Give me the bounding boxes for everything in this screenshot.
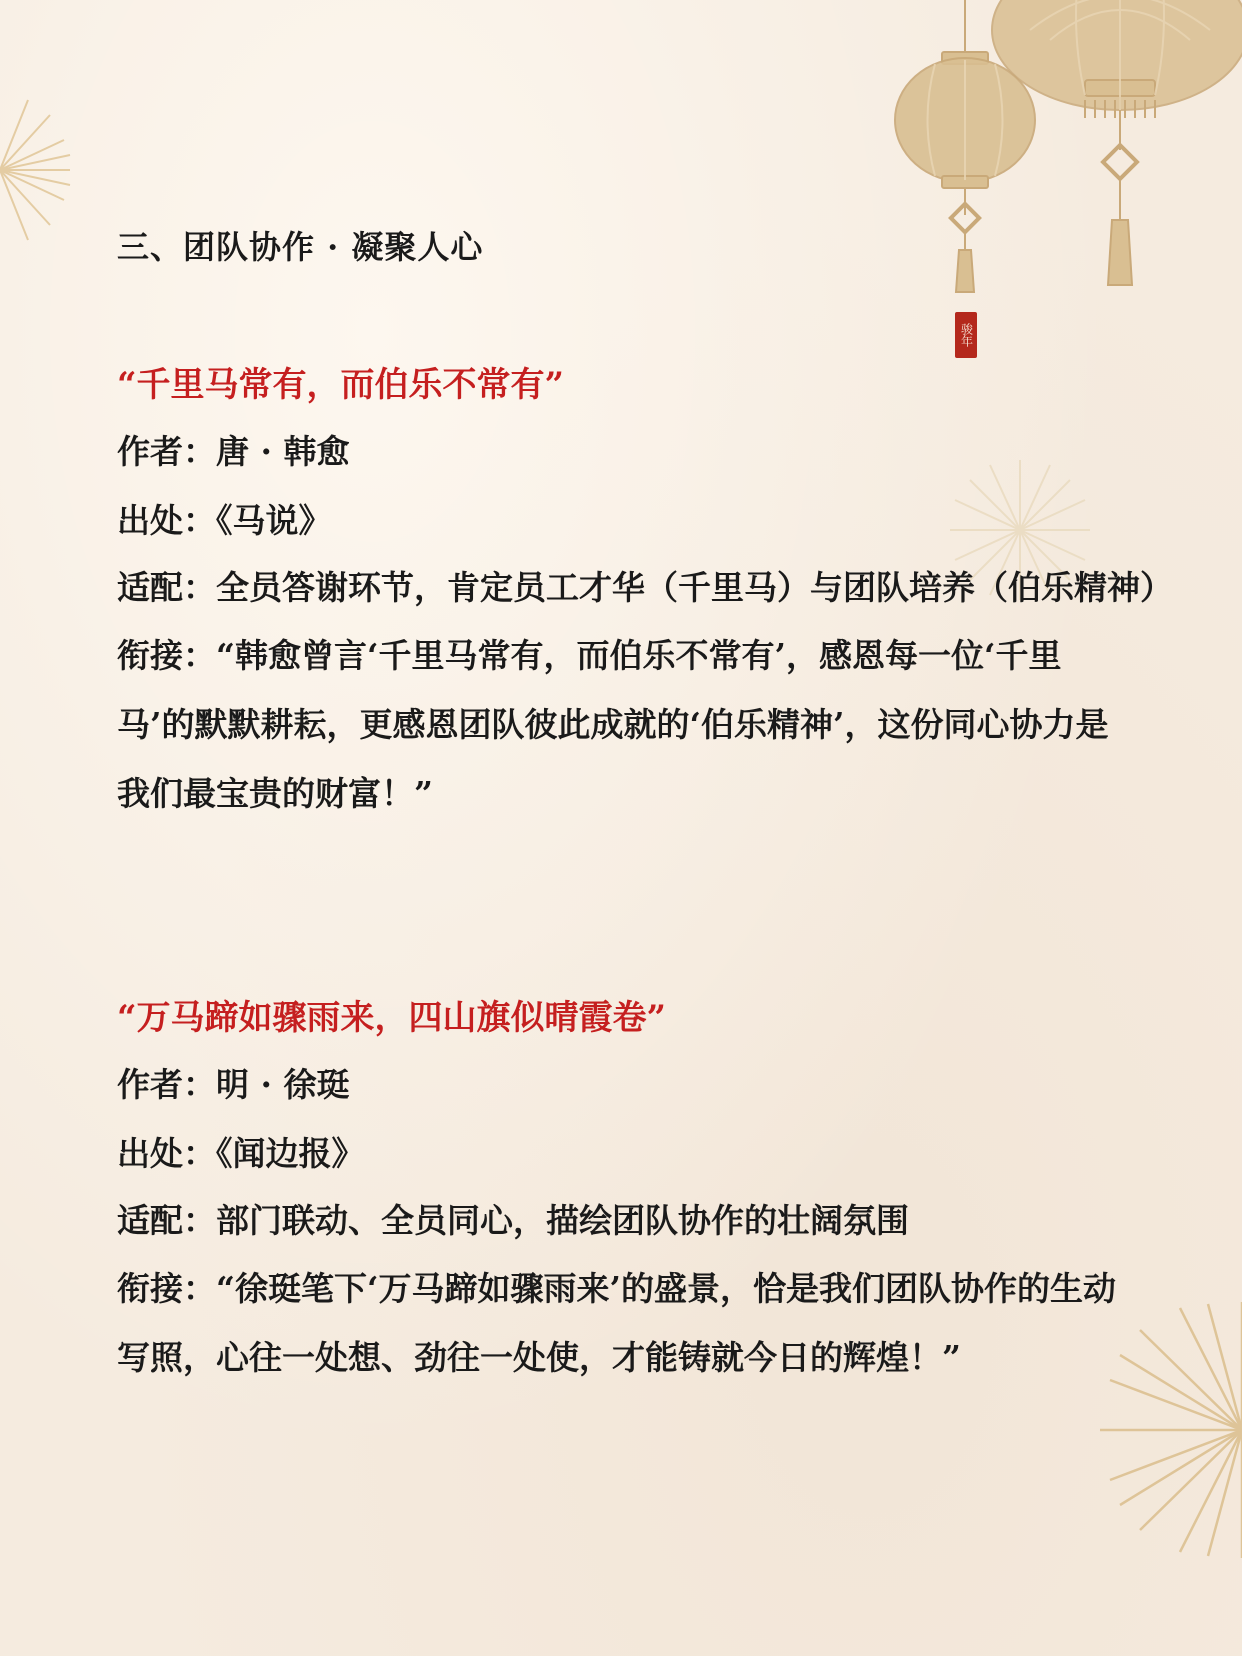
quote-entry	[117, 995, 1137, 1392]
seal-text: 骏年	[959, 323, 974, 347]
link-paragraph: 衔接：“韩愈曾言‘千里马常有，而伯乐不常有’，感恩每一位‘千里马’的默默耕耘，更感恩团队彼此成就的‘伯乐精神’，这份同心协力是我们最宝贵的财富！”	[117, 636, 1109, 813]
quote-line: “万马蹄如骤雨来，四山旗似晴霞卷”	[117, 998, 667, 1038]
firework-icon	[0, 95, 80, 245]
quote-line: “千里马常有，而伯乐不常有”	[117, 365, 565, 405]
author-line: 作者：唐 · 韩愈	[117, 432, 350, 471]
section-heading: 三、团队协作 · 凝聚人心	[117, 228, 484, 266]
fit-line: 适配：部门联动、全员同心，描绘团队协作的壮阔氛围	[117, 1201, 909, 1240]
source-line: 出处：《马说》	[117, 501, 332, 540]
author-line: 作者：明 · 徐珽	[117, 1065, 350, 1104]
link-paragraph: 衔接：“徐珽笔下‘万马蹄如骤雨来’的盛景，恰是我们团队协作的生动写照，心往一处想、劲往一处使，才能铸就今日的辉煌！”	[117, 1269, 1116, 1377]
lantern-icon	[880, 0, 1242, 310]
quote-entry	[117, 362, 1173, 828]
fit-line: 适配：全员答谢环节，肯定员工才华（千里马）与团队培养（伯乐精神）	[117, 568, 1173, 607]
source-line: 出处：《闻边报》	[117, 1134, 365, 1173]
seal-icon	[955, 312, 977, 358]
